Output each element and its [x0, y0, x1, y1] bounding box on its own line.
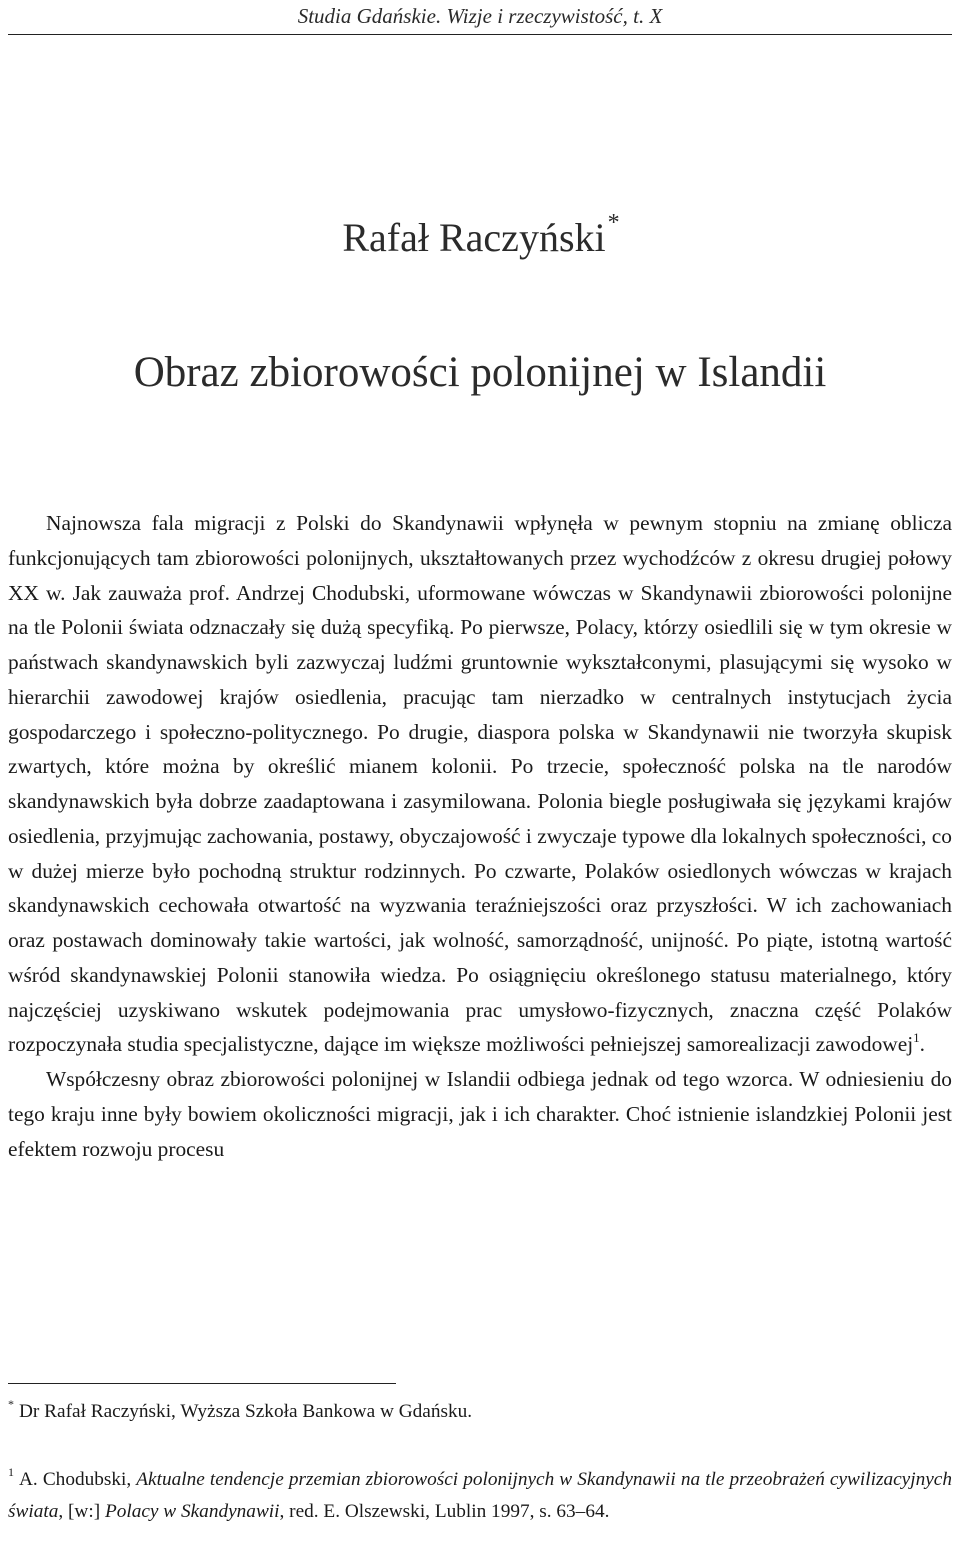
footnote-1-mark: 1 — [8, 1464, 14, 1479]
body-paragraph-2: Współczesny obraz zbiorowości polonijnej w Islandii odbiega jednak od tego wzorca. W odniesieniu do tego kraju inne były bowiem okoliczności migracji, jak i ich charakter. Choć istnienie islandzkiej Polonii jest efektem rozwoju procesu — [8, 1067, 952, 1161]
running-head: Studia Gdańskie. Wizje i rzeczywistość, t. X — [297, 4, 663, 28]
footnote-1-book: Polacy w Skandynawii — [104, 1501, 280, 1522]
article-body — [8, 506, 952, 1166]
header-rule — [8, 34, 952, 35]
body-paragraph-1 — [8, 506, 952, 1062]
footnote-ref-1[interactable]: 1 — [913, 1030, 920, 1046]
footnote-1 — [8, 1464, 952, 1528]
article-title: Obraz zbiorowości polonijnej w Islandii — [133, 349, 827, 396]
footnote-author — [8, 1396, 952, 1428]
body-paragraph-1-text: Najnowsza fala migracji z Polski do Skandynawii wpłynęła w pewnym stopniu na zmianę oblicza funkcjonujących tam zbiorowości polonijnych, ukształtowanych przez wychodźców z okresu drugiej połowy XX w. Jak zauważa prof. Andrzej Chodubski, uformowane wówczas w Skandynawii zbiorowości polonijne na tle Polonii świata odznaczały się dużą specyfiką. Po pierwsze, Polacy, którzy osiedlili się w tym okresie w państwach skandynawskich byli zazwyczaj ludźmi gruntownie wykształconymi, plasującymi się wysoko w hierarchii zawodowej krajów osiedlenia, pracując tam nierzadko w centralnych instytucjach życia gospodarczego i społeczno-politycznego. Po drugie, diaspora polska w Skandynawii nie tworzyła skupisk zwartych, które można by określić mianem kolonii. Po trzecie, społeczność polska na tle narodów skandynawskich była dobrze zaadaptowana i zasymilowana. Polonia biegle posługiwała się językami krajów osiedlenia, przyjmując zachowania, postawy, obyczajowość i zwyczaje typowe dla lokalnych społeczności, co w dużej mierze było pochodną struktur rodzinnych. Po czwarte, Polaków osiedlonych wówczas w krajach skandynawskich cechowała otwartość na wyzwania teraźniejszości oraz przyszłości. W ich zachowaniach oraz postawach dominowały takie wartości, jak wolność, samorządność, unijność. Po piąte, istotną wartość wśród skandynawskiej Polonii stanowiła wiedza. Po osiągnięciu określonego statusu materialnego, który najczęściej uzyskiwano wskutek podejmowania prac umysłowo-fizycznych, znaczna część Polaków rozpoczynała studia specjalistyczne, dające im większe możliwości pełniejszej samorealizacji zawodowej — [8, 511, 952, 1057]
footnote-1-pre: A. Chodubski, — [19, 1469, 137, 1490]
author-name — [0, 210, 960, 261]
author-name-text: Rafał Raczyński — [342, 215, 606, 260]
footnote-1-title: Aktualne tendencje przemian zbiorowości polonijnych w Skandynawii na tle przeobrażeń cywilizacyjnych świata — [8, 1469, 952, 1522]
body-paragraph-1-end: . — [919, 1032, 926, 1057]
author-footnote-mark[interactable]: * — [607, 210, 620, 236]
footnote-author-mark: * — [8, 1396, 14, 1411]
footnote-1-mid: , [w:] — [58, 1501, 105, 1522]
footnote-1-post: , red. E. Olszewski, Lublin 1997, s. 63–64. — [279, 1501, 610, 1522]
footnote-rule — [8, 1383, 396, 1384]
footnote-author-text: Dr Rafał Raczyński, Wyższa Szkoła Bankowa w Gdańsku. — [19, 1401, 473, 1422]
